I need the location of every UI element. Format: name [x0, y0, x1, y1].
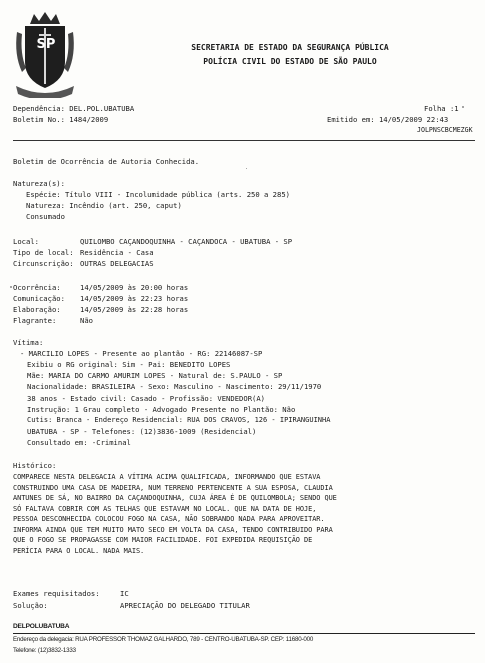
vitima-line: - MARCILIO LOPES - Presente ao plantão - RG: 22146087-SP: [20, 349, 263, 358]
tipo-local-value: Residência - Casa: [80, 248, 154, 257]
historico-label: Histórico:: [13, 461, 57, 470]
flagrante-value: Não: [80, 316, 93, 325]
document-code: JOLPNSCBCMEZGK: [417, 126, 473, 134]
flagrante-label: Flagrante:: [13, 316, 57, 325]
historico-line: INFORMA AINDA QUE TEM MUITO MATO SECO EM VOLTA DA CASA, TENDO CONTRIBUIDO PARA: [13, 525, 333, 534]
ocorrencia-label: Ocorrência:: [13, 283, 61, 292]
header-secretaria: SECRETARIA DE ESTADO DA SEGURANÇA PÚBLICA: [191, 43, 389, 52]
historico-line: CONSTRUINDO UMA CASA DE MADEIRA, NUM TERRENO PERTENCENTE A SUA ESPOSA, CLAUDIA: [13, 483, 333, 492]
comunicacao-label: Comunicação:: [13, 294, 65, 303]
vitima-line: 38 anos - Estado civil: Casado - Profissão: VENDEDOR(A): [27, 394, 265, 403]
exames-value: IC: [120, 589, 129, 598]
historico-line: SÓ FALTAVA COBRIR COM AS TELHAS QUE ESTAVAM NO LOCAL. QUE NA DATA DE HOJE,: [13, 504, 317, 513]
especie-row: [26, 191, 290, 198]
vitima-line: Consultado em: -Criminal: [27, 438, 131, 447]
dependencia-value: DEL.POL.UBATUBA: [69, 104, 135, 113]
ocorrencia-value: 14/05/2009 às 20:00 horas: [80, 283, 189, 292]
natureza-label: Natureza(s):: [13, 179, 65, 188]
folha-label: Folha :: [424, 104, 455, 113]
emitido-label: Emitido em:: [327, 115, 375, 124]
exames-label: Exames requisitados:: [13, 589, 100, 598]
boletim-label: Boletim No.:: [13, 115, 65, 124]
scan-speck: [462, 106, 464, 108]
historico-line: PERÍCIA PARA O LOCAL. NADA MAIS.: [13, 546, 145, 555]
solucao-label: Solução:: [13, 601, 48, 610]
tipo-local-label: Tipo de local:: [13, 248, 74, 257]
elaboracao-value: 14/05/2009 às 22:28 horas: [80, 305, 189, 314]
especie-label: Espécie:: [26, 190, 61, 199]
emitido-value: 14/05/2009 22:43: [378, 115, 449, 124]
solucao-value: APRECIAÇÃO DO DELEGADO TITULAR: [120, 601, 250, 610]
dependencia-row: [13, 105, 134, 112]
circunscricao-label: Circunscrição:: [13, 259, 74, 268]
sao-paulo-coat-of-arms-icon: [14, 10, 76, 98]
vitima-line: Exibiu o RG original: Sim - Pai: BENEDITO LOPES: [27, 360, 231, 369]
footer-phone: Telefone: (12)3832-1333: [13, 647, 76, 654]
local-label: Local:: [13, 237, 39, 246]
boletim-value: 1484/2009: [69, 115, 109, 124]
footer-address: Endereço da delegacia: RUA PROFESSOR THOMAZ GALHARDO, 789 - CENTRO-UBATUBA-SP. CEP: 11680-000: [13, 636, 314, 643]
natureza-value: Incêndio (art. 250, caput): [69, 201, 182, 210]
natureza-row: [26, 202, 182, 209]
vitima-line: Cutis: Branca - Endereço Residencial: RUA DOS CRAVOS, 126 - IPIRANGUINHA: [27, 416, 331, 424]
scan-speck: [10, 286, 12, 288]
footer-divider: [13, 633, 475, 634]
footer-dept: DELPOLUBATUBA: [13, 623, 70, 630]
vitima-line: Mãe: MARIA DO CARMO AMURIM LOPES - Natural de: S.PAULO - SP: [27, 371, 283, 380]
comunicacao-value: 14/05/2009 às 22:23 horas: [80, 294, 189, 303]
historico-line: PESSOA DESCONHECIDA COLOCOU FOGO NA CASA, NÃO SOBRANDO NADA PARA APROVEITAR.: [13, 515, 325, 523]
elaboracao-label: Elaboração:: [13, 305, 61, 314]
document-title: Boletim de Ocorrência de Autoria Conhecida.: [13, 157, 200, 166]
historico-line: QUE O FOGO SE PROPAGASSE COM MAIOR FACILIDADE. FOI EXPEDIDA REQUISIÇÃO DE: [13, 536, 313, 544]
emitido-row: [327, 116, 448, 123]
vitima-line: Instrução: 1 Grau completo - Advogado Presente no Plantão: Não: [27, 405, 296, 414]
vitima-line: UBATUBA - SP - Telefones: (12)3836-1009 (Residencial): [27, 427, 257, 436]
folha-value: 1: [454, 104, 459, 113]
local-value: QUILOMBO CAÇANDOQUINHA - CAÇANDOCA - UBATUBA - SP: [80, 237, 293, 246]
boletim-row: [13, 116, 108, 123]
vitima-label: Vítima:: [13, 338, 44, 347]
seal-monogram: SP: [36, 37, 56, 52]
vitima-line: Nacionalidade: BRASILEIRA - Sexo: Masculino - Nascimento: 29/11/1970: [27, 382, 322, 391]
folha-row: [424, 105, 459, 112]
header-policia-civil: POLÍCIA CIVIL DO ESTADO DE SÃO PAULO: [203, 57, 377, 66]
historico-line: ANTUNES DE SÁ, NO BAIRRO DA CAÇANDOQUINHA, CUJA ÁREA É DE QUILOMBOLA; SENDO QUE: [13, 494, 337, 502]
especie-value: Título VIII - Incolumidade pública (arts. 250 a 285): [64, 190, 290, 199]
historico-line: COMPARECE NESTA DELEGACIA A VÍTIMA ACIMA QUALIFICADA, INFORMANDO QUE ESTAVA: [13, 473, 321, 481]
divider: [13, 140, 475, 141]
dependencia-label: Dependência:: [13, 104, 65, 113]
natureza-status: Consumado: [26, 212, 65, 221]
natureza-sub-label: Natureza:: [26, 201, 65, 210]
circunscricao-value: OUTRAS DELEGACIAS: [80, 259, 154, 268]
scan-speck: [246, 168, 247, 169]
historico-text: [13, 474, 475, 558]
